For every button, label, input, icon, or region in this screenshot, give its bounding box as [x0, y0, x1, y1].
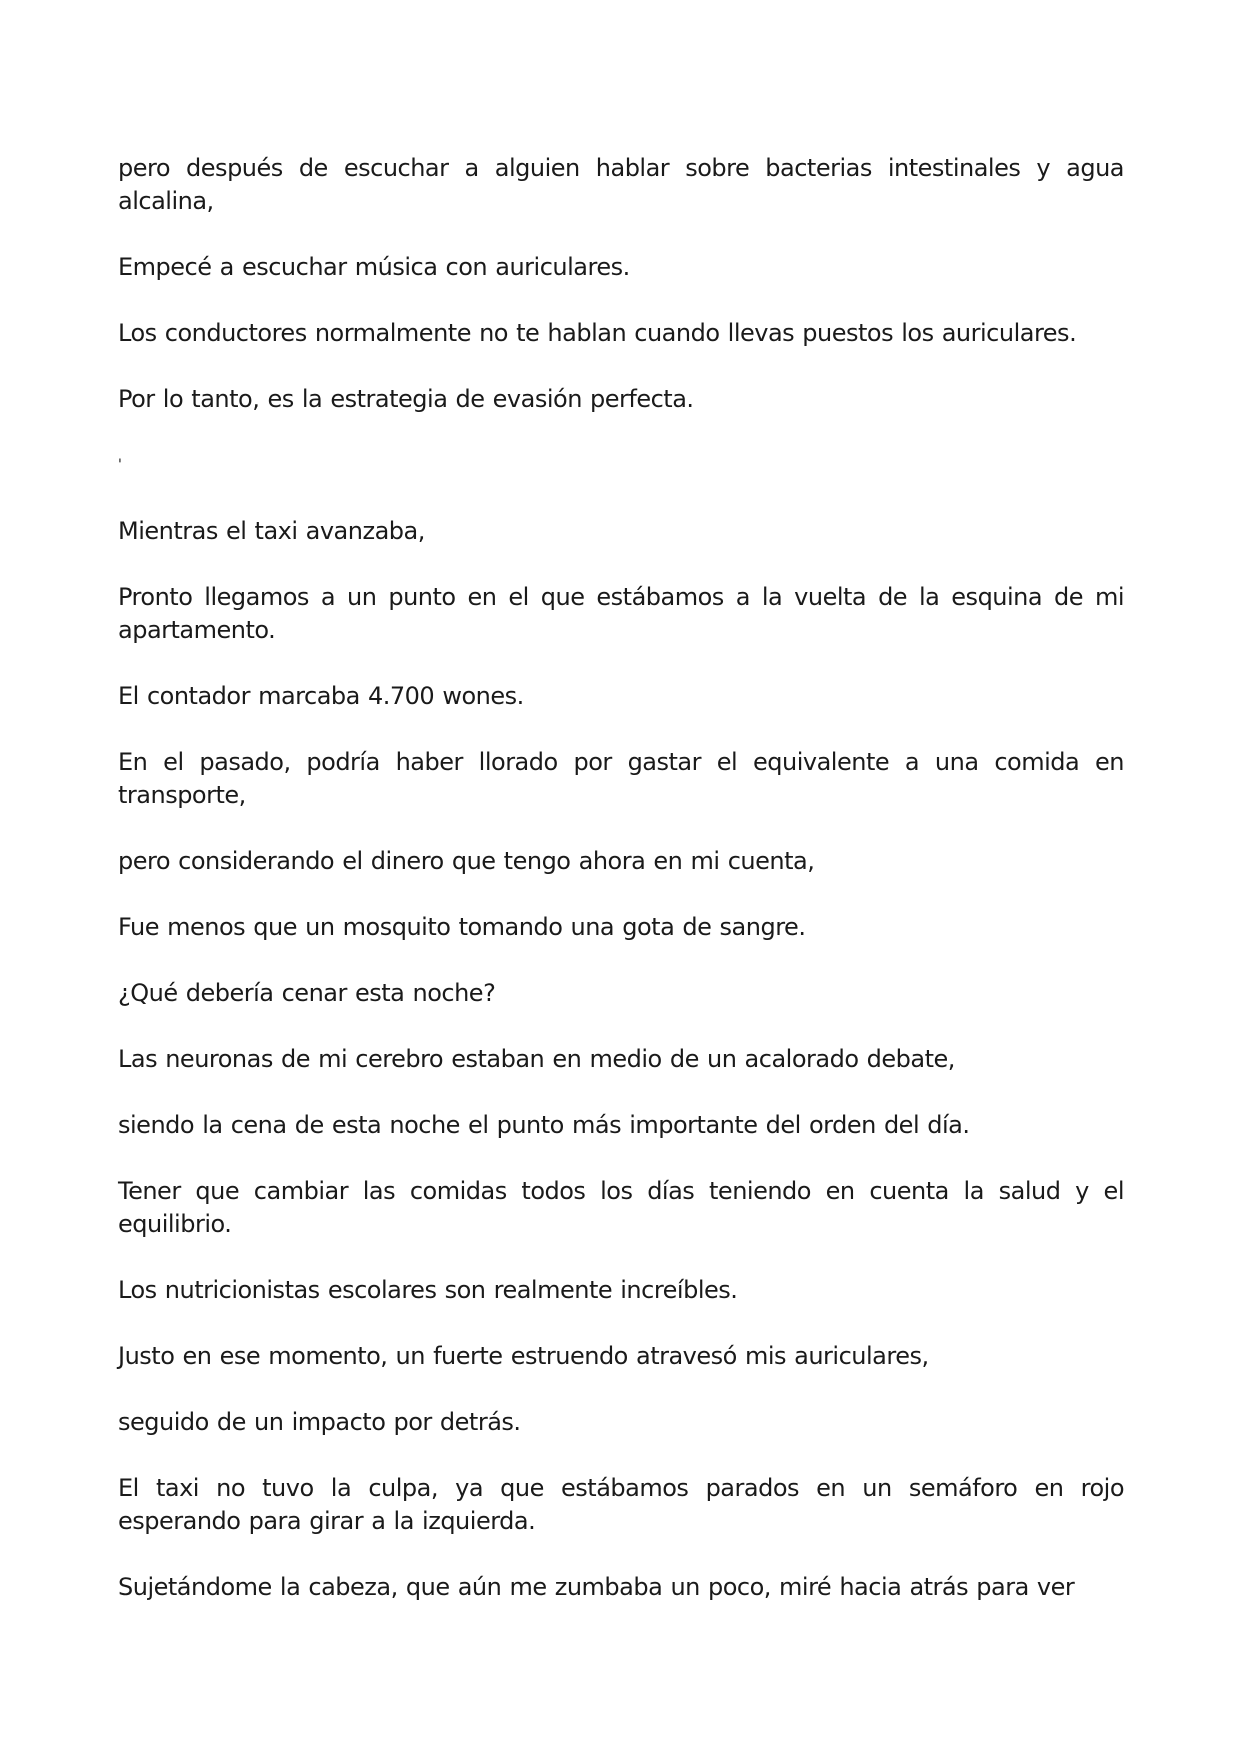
paragraph: Tener que cambiar las comidas todos los días teniendo en cuenta la salud y el equilibrio.	[118, 1177, 1124, 1238]
paragraph: Por lo tanto, es la estrategia de evasión perfecta.	[118, 385, 694, 413]
paragraph: Justo en ese momento, un fuerte estruendo atravesó mis auriculares,	[118, 1342, 929, 1370]
paragraph: Sujetándome la cabeza, que aún me zumbaba un poco, miré hacia atrás para ver	[118, 1573, 1075, 1601]
paragraph: Mientras el taxi avanzaba,	[118, 517, 425, 545]
paragraph: Los nutricionistas escolares son realmente increíbles.	[118, 1276, 738, 1304]
paragraph: pero después de escuchar a alguien hablar sobre bacterias intestinales y agua alcalina,	[118, 154, 1124, 215]
body-text	[118, 152, 1124, 1637]
paragraph: Empecé a escuchar música con auriculares.	[118, 253, 630, 281]
paragraph: El taxi no tuvo la culpa, ya que estábamos parados en un semáforo en rojo esperando para girar a la izquierda.	[118, 1474, 1124, 1535]
paragraph: Fue menos que un mosquito tomando una gota de sangre.	[118, 913, 806, 941]
paragraph: El contador marcaba 4.700 wones.	[118, 682, 524, 710]
paragraph: siendo la cena de esta noche el punto más importante del orden del día.	[118, 1111, 970, 1139]
paragraph: ¿Qué debería cenar esta noche?	[118, 979, 496, 1007]
stray-mark: '	[118, 457, 122, 473]
paragraph: Los conductores normalmente no te hablan cuando llevas puestos los auriculares.	[118, 319, 1077, 347]
paragraph: En el pasado, podría haber llorado por gastar el equivalente a una comida en transporte,	[118, 748, 1124, 809]
paragraph: seguido de un impacto por detrás.	[118, 1408, 521, 1436]
paragraph: Las neuronas de mi cerebro estaban en medio de un acalorado debate,	[118, 1045, 955, 1073]
paragraph: Pronto llegamos a un punto en el que estábamos a la vuelta de la esquina de mi apartamento.	[118, 583, 1124, 644]
paragraph: pero considerando el dinero que tengo ahora en mi cuenta,	[118, 847, 815, 875]
